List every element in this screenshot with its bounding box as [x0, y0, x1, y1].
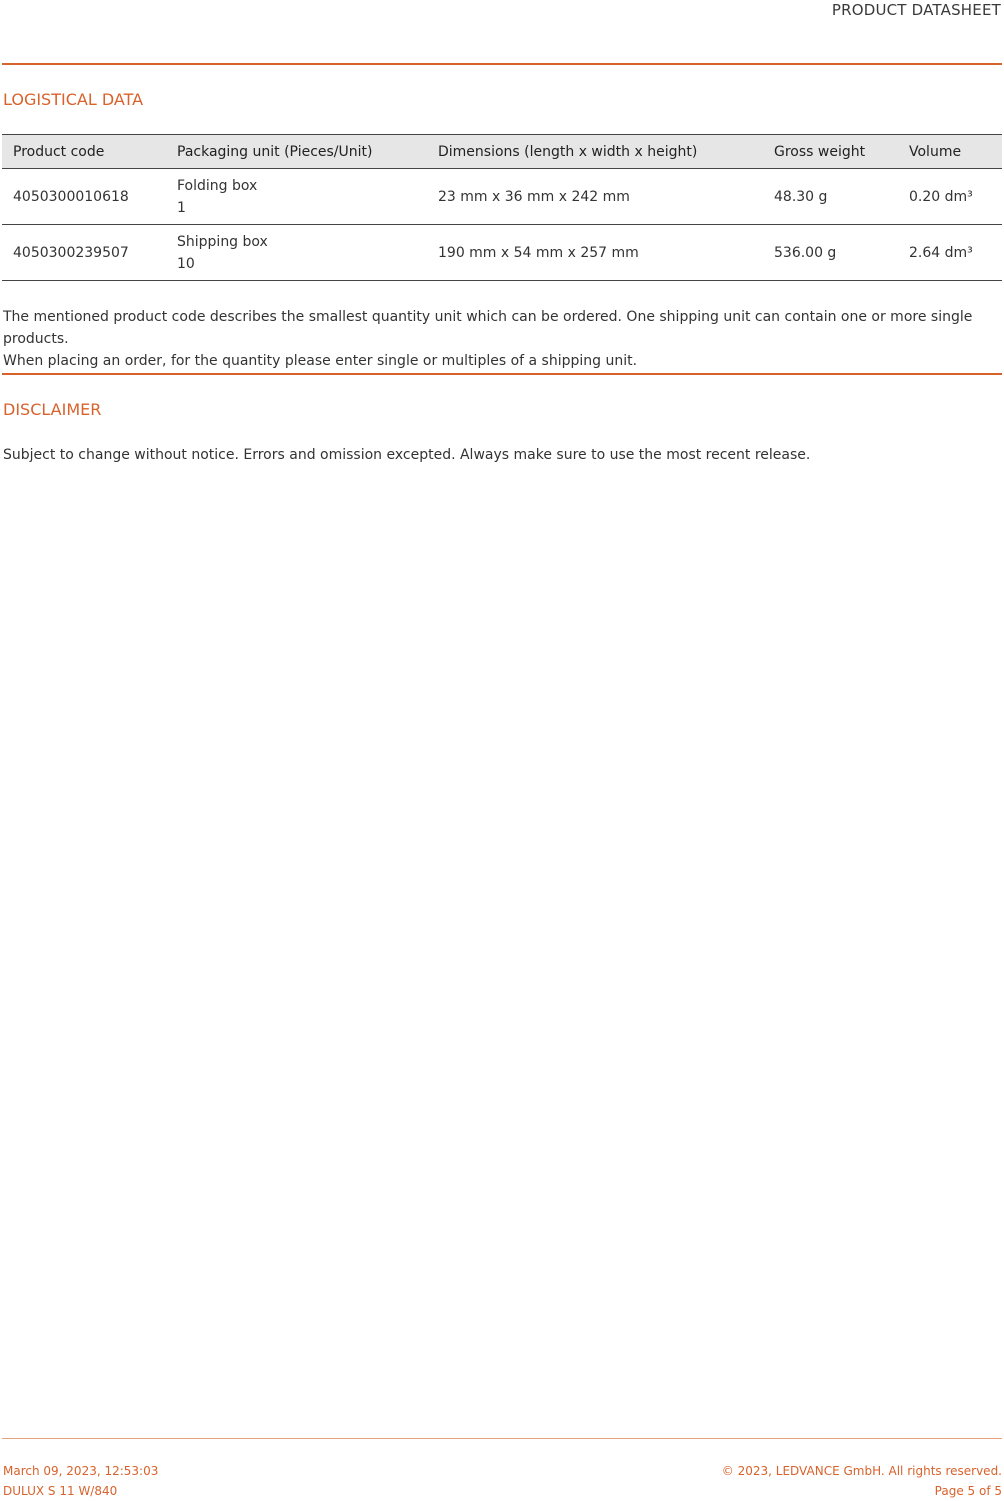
product-code-cell: 4050300010618 — [2, 169, 166, 225]
gross-weight-cell: 536.00 g — [763, 225, 898, 281]
section-divider-top — [2, 63, 1002, 65]
document-header-title: PRODUCT DATASHEET — [831, 1, 1001, 19]
logistical-note-line-1: The mentioned product code describes the smallest quantity unit which can be ordered. One shipping unit can contain one or more single products. — [3, 309, 973, 347]
footer-product-name: DULUX S 11 W/840 — [3, 1484, 118, 1498]
table-row — [2, 169, 1002, 225]
column-header-product-code: Product code — [2, 135, 166, 169]
packaging-unit-cell — [166, 169, 427, 225]
column-header-gross-weight: Gross weight — [763, 135, 898, 169]
table-row — [2, 225, 1002, 281]
footer-copyright: © 2023, LEDVANCE GmbH. All rights reserved. — [721, 1464, 1002, 1478]
column-header-dimensions: Dimensions (length x width x height) — [427, 135, 763, 169]
dimensions-cell: 23 mm x 36 mm x 242 mm — [427, 169, 763, 225]
packaging-unit-cell — [166, 225, 427, 281]
column-header-packaging-unit: Packaging unit (Pieces/Unit) — [166, 135, 427, 169]
dimensions-cell: 190 mm x 54 mm x 257 mm — [427, 225, 763, 281]
footer-divider — [2, 1438, 1002, 1439]
logistical-note — [3, 306, 1003, 372]
column-header-volume: Volume — [898, 135, 1002, 169]
product-code-cell: 4050300239507 — [2, 225, 166, 281]
footer-page-number: Page 5 of 5 — [934, 1484, 1002, 1498]
gross-weight-cell: 48.30 g — [763, 169, 898, 225]
packaging-type: Shipping box — [177, 233, 268, 250]
logistical-note-line-2: When placing an order, for the quantity please enter single or multiples of a shipping unit. — [3, 353, 638, 369]
volume-cell: 2.64 dm³ — [898, 225, 1002, 281]
disclaimer-heading: DISCLAIMER — [3, 400, 102, 419]
table-header-row — [2, 135, 1002, 169]
footer-date: March 09, 2023, 12:53:03 — [3, 1464, 159, 1478]
logistical-data-heading: LOGISTICAL DATA — [3, 90, 144, 109]
packaging-type: Folding box — [177, 177, 258, 194]
disclaimer-text: Subject to change without notice. Errors and omission excepted. Always make sure to use the most recent release. — [3, 447, 811, 463]
packaging-quantity: 1 — [177, 199, 186, 216]
section-divider-disclaimer — [2, 373, 1002, 375]
logistical-data-table — [2, 134, 1002, 281]
volume-cell: 0.20 dm³ — [898, 169, 1002, 225]
packaging-quantity: 10 — [177, 255, 195, 272]
